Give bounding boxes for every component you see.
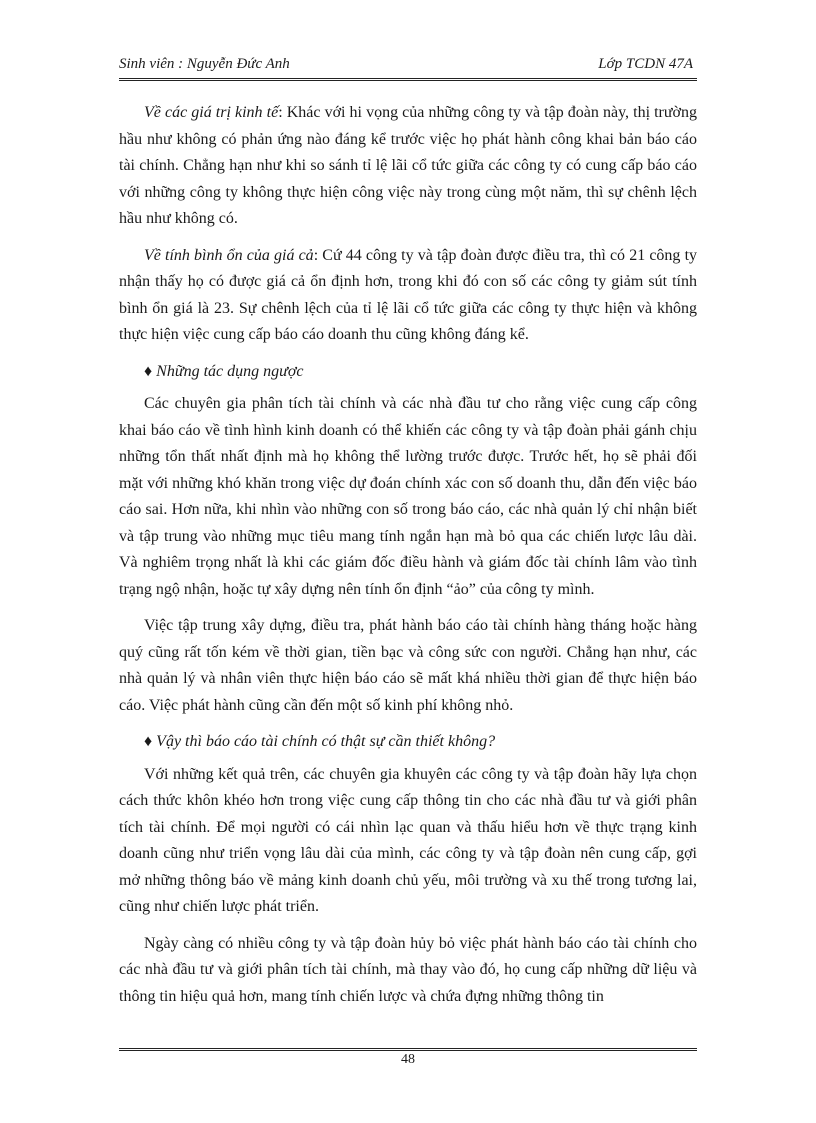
diamond-bullet-icon: ♦ (144, 362, 153, 380)
paragraph-side-effects: Các chuyên gia phân tích tài chính và các nhà đầu tư cho rằng việc cung cấp công khai báo cáo về tình hình kinh doanh có thể khiến các công ty và tập đoàn phải gánh chịu những tổn thất nhất định mà họ không thể lường trước được. Trước hết, họ sẽ phải đối mặt với những khó khăn trong việc dự đoán chính xác con số doanh thu, dẫn đến việc báo cáo sai. Hơn nữa, khi nhìn vào những con số trong báo cáo, các nhà quản lý chỉ nhận biết và tập trung vào những mục tiêu mang tính ngắn hạn mà bỏ qua các chiến lược lâu dài. Và nghiêm trọng nhất là khi các giám đốc điều hành và giám đốc tài chính lâm vào tình trạng ngộ nhận, hoặc tự xây dựng nên tính ổn định “ảo” của công ty mình. (119, 395, 697, 598)
paragraph-price-stability (119, 243, 697, 349)
paragraph-costs: Việc tập trung xây dựng, điều tra, phát hành báo cáo tài chính hàng tháng hoặc hàng quý cũng rất tốn kém về thời gian, tiền bạc và công sức con người. Chẳng hạn như, các nhà quản lý và nhân viên thực hiện báo cáo sẽ mất khá nhiều thời gian để thực hiện báo cáo. Việc phát hành cũng cần đến một số kinh phí không nhỏ. (119, 617, 697, 714)
diamond-bullet-icon: ♦ (144, 733, 153, 750)
section-heading-text: Vậy thì báo cáo tài chính có thật sự cần thiết không? (156, 733, 496, 750)
paragraph-trend: Ngày càng có nhiều công ty và tập đoàn hủy bỏ việc phát hành báo cáo tài chính cho các nhà đầu tư và giới phân tích tài chính, mà thay vào đó, họ cung cấp những dữ liệu và thông tin hiệu quả hơn, mang tính chiến lược và chứa đựng những thông tin (119, 934, 697, 1005)
page-header (119, 50, 697, 78)
paragraph-economic-value (119, 100, 697, 233)
page-number: 48 (401, 1052, 415, 1067)
document-body (119, 100, 697, 1020)
section-heading-text: Những tác dụng ngược (156, 362, 304, 380)
paragraph-lead: Về các giá trị kinh tế (144, 104, 279, 121)
paragraph-text: : Khác với hi vọng của những công ty và tập đoàn này, thị trường hầu như không có phản ứng nào đáng kể trước việc họ phát hành công khai bản báo cáo tài chính. Chẳng hạn như khi so sánh tỉ lệ lãi cổ tức giữa các công ty có cung cấp báo cáo với những công ty không thực hiện công việc này trong cùng một năm, thì sự chênh lệch hầu như không có. (119, 104, 698, 227)
header-class-name: Lớp TCDN 47A (598, 56, 693, 72)
paragraph-text: : Cứ 44 công ty và tập đoàn được điều tra, thì có 21 công ty nhận thấy họ có được giá cả ổn định hơn, trong khi đó con số các công ty giảm sút tính bình ổn giá là 23. Sự chênh lệch của tỉ lệ lãi cổ tức giữa các công ty thực hiện và không thực hiện việc cung cấp báo cáo doanh thu cũng không đáng kể. (119, 246, 698, 343)
paragraph-lead: Về tính bình ổn của giá cả (144, 246, 314, 264)
section-heading-side-effects (119, 359, 697, 386)
header-student-name: Sinh viên : Nguyễn Đức Anh (119, 56, 290, 72)
section-heading-necessity (119, 729, 697, 756)
footer-rule (119, 1048, 697, 1051)
header-rule (119, 78, 697, 81)
paragraph-recommendations: Với những kết quả trên, các chuyên gia khuyên các công ty và tập đoàn hãy lựa chọn cách thức khôn khéo hơn trong việc cung cấp thông tin cho các nhà đầu tư và giới phân tích tài chính. Để mọi người có cái nhìn lạc quan và thấu hiểu hơn về thực trạng kinh doanh cũng như triển vọng lâu dài của mình, các công ty và tập đoàn nên cung cấp, gợi mở những thông báo về mảng kinh doanh chủ yếu, môi trường và xu thế trong tương lai, cũng như chiến lược phát triển. (119, 765, 697, 915)
